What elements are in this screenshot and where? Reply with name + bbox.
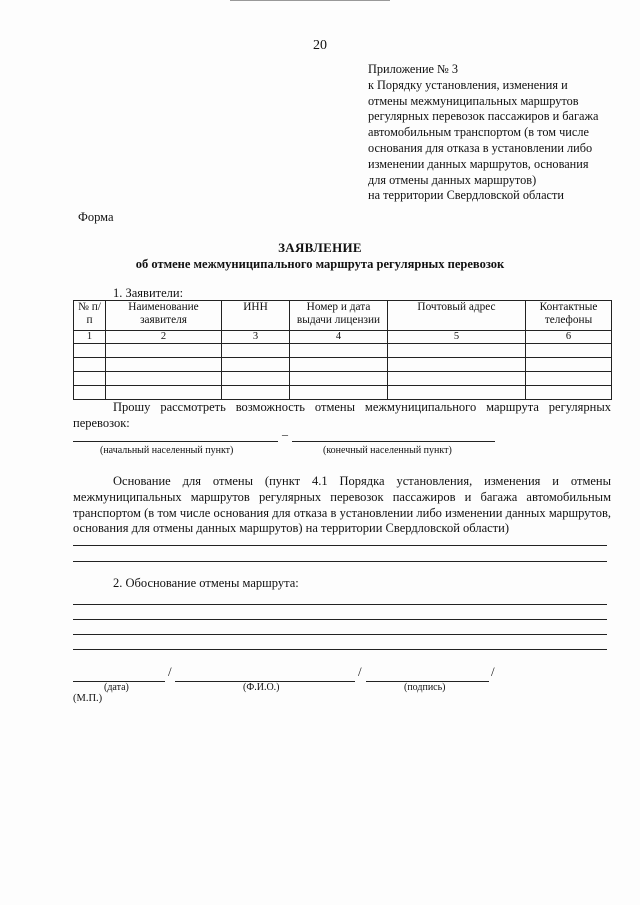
col-header-license: Номер и дата выдачи лицензии	[290, 301, 388, 331]
table-cell[interactable]	[388, 358, 526, 372]
appendix-line: автомобильным транспортом (в том числе	[368, 125, 589, 140]
table-cell[interactable]	[74, 358, 106, 372]
col-number: 2	[106, 331, 222, 344]
col-header-phones: Контактные телефоны	[526, 301, 612, 331]
table-cell[interactable]	[526, 372, 612, 386]
table-cell[interactable]	[526, 344, 612, 358]
col-number: 3	[222, 331, 290, 344]
table-cell[interactable]	[222, 358, 290, 372]
appendix-line: Приложение № 3	[368, 62, 459, 76]
start-point-caption: (начальный населенный пункт)	[100, 445, 234, 456]
col-header-inn: ИНН	[222, 301, 290, 331]
basis-line-1[interactable]	[73, 545, 607, 546]
col-header-applicant-name: Наименование заявителя	[106, 301, 222, 331]
table-cell[interactable]	[388, 386, 526, 400]
table-header-row	[74, 301, 612, 331]
appendix-line: к Порядку установления, изменения и	[368, 77, 568, 92]
table-cell[interactable]	[106, 344, 222, 358]
col-number: 4	[290, 331, 388, 344]
section2-heading: 2. Обоснование отмены маршрута:	[113, 576, 299, 590]
signature-caption: (подпись)	[404, 682, 446, 693]
request-paragraph: Прошу рассмотреть возможность отмены межмуниципального маршрута регулярных перевозок:	[73, 400, 611, 430]
table-cell[interactable]	[290, 358, 388, 372]
table-cell[interactable]	[74, 344, 106, 358]
appendix-line: отмены межмуниципальных маршрутов	[368, 93, 579, 108]
basis-paragraph: Основание для отмены (пункт 4.1 Порядка установления, изменения и отмены межмуниципальных маршрутов регулярных перевозок пассажиров и багажа автомобильным транспортом (в том числе основания для отказа в установлении либо изменении данных маршрутов, основания для отмены данных маршрутов) на территории Свердловской области)	[73, 474, 611, 536]
table-cell[interactable]	[526, 358, 612, 372]
justification-line-4[interactable]	[73, 649, 607, 650]
table-cell[interactable]	[106, 386, 222, 400]
table-cell[interactable]	[106, 372, 222, 386]
table-row[interactable]	[74, 386, 612, 400]
form-label: Форма	[78, 210, 114, 224]
appendix-line: для отмены данных маршрутов)	[368, 172, 537, 187]
basis-line-2[interactable]	[73, 561, 607, 562]
table-cell[interactable]	[388, 372, 526, 386]
table-cell[interactable]	[222, 386, 290, 400]
col-number: 1	[74, 331, 106, 344]
date-caption: (дата)	[104, 682, 129, 693]
table-cell[interactable]	[74, 372, 106, 386]
scan-edge-line	[230, 0, 390, 1]
route-dash: –	[282, 427, 288, 441]
table-row[interactable]	[74, 344, 612, 358]
table-row[interactable]	[74, 372, 612, 386]
col-header-number: № п/п	[74, 301, 106, 331]
table-cell[interactable]	[74, 386, 106, 400]
table-cell[interactable]	[222, 344, 290, 358]
signature-separator: /	[358, 664, 362, 679]
table-cell[interactable]	[388, 344, 526, 358]
name-caption: (Ф.И.О.)	[243, 682, 280, 693]
justification-line-1[interactable]	[73, 604, 607, 605]
signature-separator: /	[491, 664, 495, 679]
end-point-field[interactable]	[292, 441, 495, 442]
justification-line-3[interactable]	[73, 634, 607, 635]
page-number: 20	[313, 38, 327, 53]
appendix-line: на территории Свердловской области	[368, 188, 564, 203]
table-row[interactable]	[74, 358, 612, 372]
document-subtitle: об отмене межмуниципального маршрута регулярных перевозок	[135, 257, 505, 271]
col-number: 5	[388, 331, 526, 344]
table-cell[interactable]	[290, 344, 388, 358]
start-point-field[interactable]	[73, 441, 278, 442]
stamp-label: (М.П.)	[73, 693, 103, 704]
appendix-block	[368, 62, 630, 204]
end-point-caption: (конечный населенный пункт)	[323, 445, 452, 456]
justification-line-2[interactable]	[73, 619, 607, 620]
table-cell[interactable]	[290, 386, 388, 400]
table-number-row	[74, 331, 612, 344]
document-title: ЗАЯВЛЕНИЕ	[278, 240, 362, 255]
col-number: 6	[526, 331, 612, 344]
appendix-line: регулярных перевозок пассажиров и багажа	[368, 109, 599, 124]
col-header-postal-address: Почтовый адрес	[388, 301, 526, 331]
appendix-line: основания для отказа в установлении либо	[368, 140, 593, 155]
signature-separator: /	[168, 664, 172, 679]
applicants-table	[73, 300, 612, 400]
appendix-line: изменении данных маршрутов, основания	[368, 156, 589, 171]
table-cell[interactable]	[526, 386, 612, 400]
table-cell[interactable]	[290, 372, 388, 386]
table-cell[interactable]	[106, 358, 222, 372]
section1-heading: 1. Заявители:	[113, 286, 184, 300]
table-cell[interactable]	[222, 372, 290, 386]
